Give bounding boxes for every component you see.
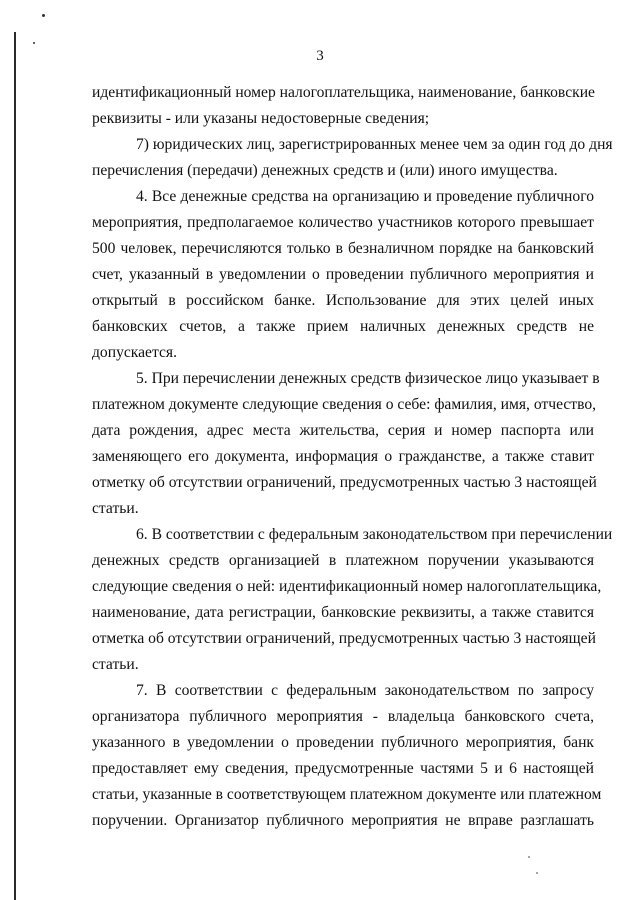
paragraph (92, 366, 600, 522)
paragraph (92, 80, 594, 132)
text-line: 7. В соответствии с федеральным законодательством по запросу (136, 682, 594, 699)
text-line: указанного в уведомлении о проведении публичного мероприятия, банк (92, 734, 594, 751)
text-line: перечисления (передачи) денежных средств и (или) иного имущества. (92, 162, 558, 179)
text-line: 7) юридических лиц, зарегистрированных менее чем за один год до дня (136, 136, 613, 153)
scan-speck (42, 14, 45, 17)
text-line: 5. При перечислении денежных средств физическое лицо указывает в (136, 370, 600, 387)
text-line: заменяющего его документа, информация о гражданстве, а также ставит (92, 448, 594, 465)
text-line: статьи, указанные в соответствующем платежном документе или платежном (92, 786, 602, 803)
text-line: счет, указанный в уведомлении о проведении публичного мероприятия и (92, 266, 594, 283)
scan-speck (536, 872, 538, 874)
text-line: отметка об отсутствии ограничений, предусмотренных частью 3 настоящей (92, 630, 596, 647)
text-line: статьи. (92, 500, 139, 517)
text-line: отметку об отсутствии ограничений, предусмотренных частью 3 настоящей (92, 474, 597, 491)
text-line: организатора публичного мероприятия - владельца банковского счета, (92, 708, 594, 725)
paragraph (92, 678, 602, 834)
text-line: 6. В соответствии с федеральным законодательством при перечислении (136, 526, 613, 543)
text-line: денежных средств организацией в платежном поручении указываются (92, 552, 594, 569)
text-line: поручении. Организатор публичного мероприятия не вправе разглашать (92, 812, 594, 829)
page-number: 3 (316, 48, 324, 64)
text-line: открытый в российском банке. Использование для этих целей иных (92, 292, 594, 309)
text-line: идентификационный номер налогоплательщика, наименование, банковские (92, 84, 595, 101)
text-line: 500 человек, перечисляются только в безналичном порядке на банковский (92, 240, 594, 257)
paragraph (92, 132, 613, 184)
text-line: реквизиты - или указаны недостоверные сведения; (92, 110, 430, 127)
paragraph (92, 522, 613, 678)
text-line: мероприятия, предполагаемое количество участников которого превышает (92, 214, 594, 231)
text-line: дата рождения, адрес места жительства, серия и номер паспорта или (92, 422, 594, 439)
text-line: статьи. (92, 656, 139, 673)
scan-speck (33, 42, 35, 44)
document-body (92, 80, 613, 834)
text-line: следующие сведения о ней: идентификационный номер налогоплательщика, (92, 578, 602, 595)
text-line: платежном документе следующие сведения о себе: фамилия, имя, отчество, (92, 396, 597, 413)
text-line: наименование, дата регистрации, банковские реквизиты, а также ставится (92, 604, 594, 621)
text-line: банковских счетов, а также прием наличных денежных средств не (92, 318, 594, 335)
scan-speck (528, 856, 530, 858)
scan-edge-line (14, 32, 16, 900)
text-line: предоставляет ему сведения, предусмотренные частями 5 и 6 настоящей (92, 760, 594, 777)
text-line: 4. Все денежные средства на организацию и проведение публичного (136, 188, 594, 205)
text-line: допускается. (92, 344, 177, 361)
paragraph (92, 184, 594, 366)
